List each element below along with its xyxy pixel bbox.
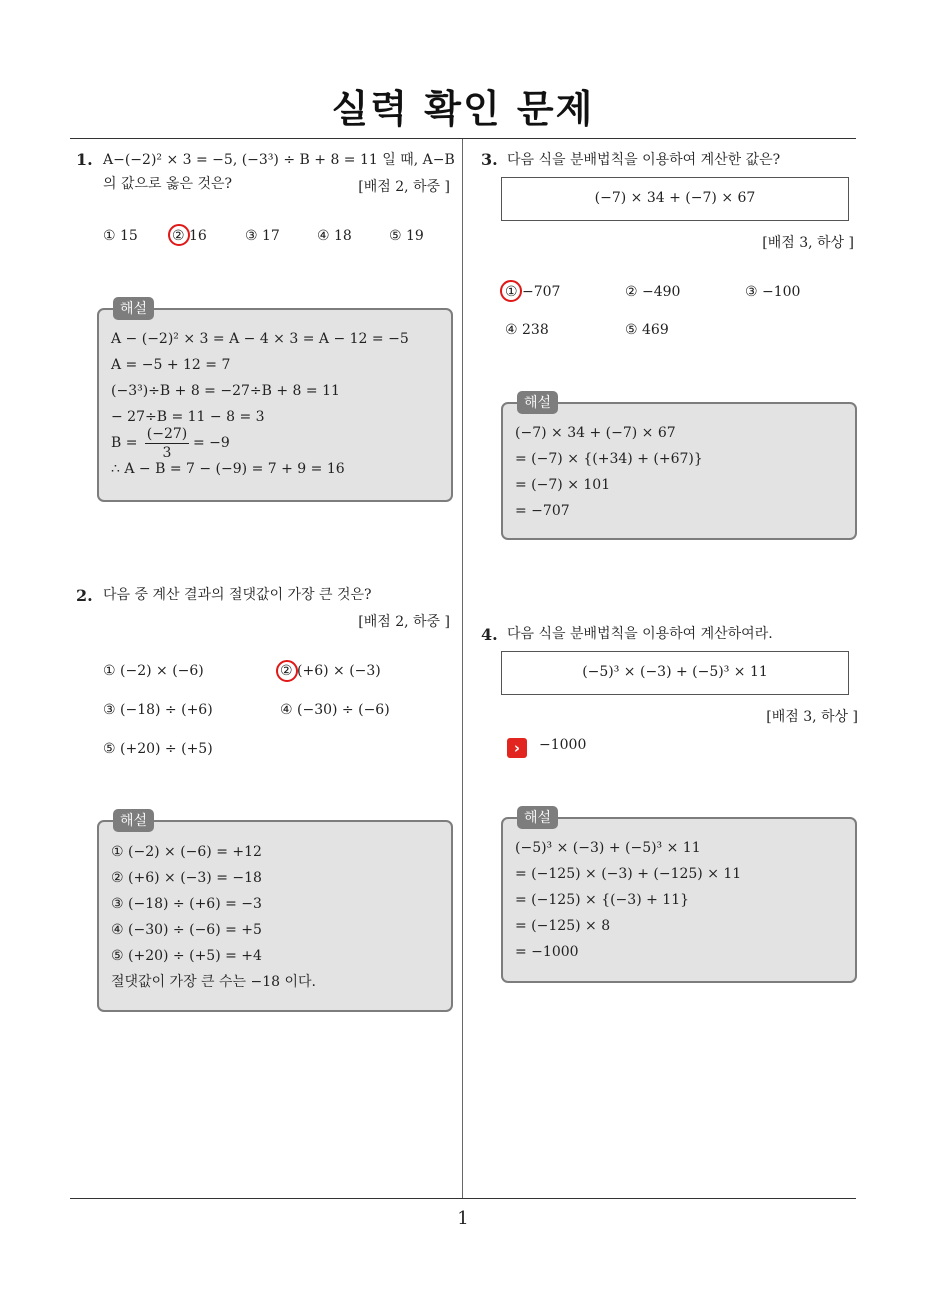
q2-option-4[interactable]: ④ (−30) ÷ (−6) bbox=[280, 702, 390, 718]
q1-solution-box bbox=[97, 308, 453, 502]
q3-text: 다음 식을 분배법칙을 이용하여 계산한 값은? bbox=[507, 152, 781, 168]
q3-option-3[interactable]: ③ −100 bbox=[745, 284, 801, 300]
q1-sol-line: ∴ A − B = 7 − (−9) = 7 + 9 = 16 bbox=[111, 461, 345, 477]
q2-sol-line: ④ (−30) ÷ (−6) = +5 bbox=[111, 922, 262, 938]
q3-sol-line: = (−7) × 101 bbox=[515, 477, 611, 493]
q1-frac-numerator: (−27) bbox=[146, 426, 188, 442]
q2-sol-line: ⑤ (+20) ÷ (+5) = +4 bbox=[111, 948, 262, 964]
q3-sol-line: (−7) × 34 + (−7) × 67 bbox=[515, 425, 676, 441]
q2-solution-label: 해설 bbox=[113, 809, 154, 832]
q2-option-3[interactable]: ③ (−18) ÷ (+6) bbox=[103, 702, 213, 718]
q3-sol-line: = (−7) × {(+34) + (+67)} bbox=[515, 451, 703, 467]
answer-arrow-icon: › bbox=[507, 738, 527, 758]
q2-option-1[interactable]: ① (−2) × (−6) bbox=[103, 663, 204, 679]
q1-option-1[interactable]: ① 15 bbox=[103, 228, 138, 244]
q3-option-5[interactable]: ⑤ 469 bbox=[625, 322, 669, 338]
q3-sol-line: = −707 bbox=[515, 503, 570, 519]
column-divider bbox=[462, 139, 463, 1198]
q3-meta: [배점 3, 하상 ] bbox=[762, 235, 854, 251]
q1-text-line2: 의 값으로 옳은 것은? bbox=[103, 176, 233, 192]
q3-solution-label: 해설 bbox=[517, 391, 558, 414]
q2-solution-box bbox=[97, 820, 453, 1012]
q3-option-4[interactable]: ④ 238 bbox=[505, 322, 549, 338]
q3-number: 3. bbox=[481, 150, 498, 169]
q4-solution-box bbox=[501, 817, 857, 983]
q1-number: 1. bbox=[76, 150, 93, 169]
top-divider bbox=[70, 138, 856, 139]
q1-option-5[interactable]: ⑤ 19 bbox=[389, 228, 424, 244]
q2-sol-line: 절댓값이 가장 큰 수는 −18 이다. bbox=[111, 974, 317, 990]
q1-text-line1: A−(−2)² × 3 = −5, (−3³) ÷ B + 8 = 11 일 때, A−B bbox=[103, 152, 455, 168]
q2-option-5[interactable]: ⑤ (+20) ÷ (+5) bbox=[103, 741, 213, 757]
q1-sol-line: A − (−2)² × 3 = A − 4 × 3 = A − 12 = −5 bbox=[111, 331, 409, 347]
q2-number: 2. bbox=[76, 586, 93, 605]
q2-sol-line: ③ (−18) ÷ (+6) = −3 bbox=[111, 896, 262, 912]
q4-number: 4. bbox=[481, 625, 498, 644]
q2-meta: [배점 2, 하중 ] bbox=[358, 614, 450, 630]
q1-option-2[interactable]: ② 16 bbox=[172, 228, 207, 244]
page-number: 1 bbox=[457, 1208, 469, 1229]
q2-option-2[interactable]: ② (+6) × (−3) bbox=[280, 663, 381, 679]
q1-frac-denominator: 3 bbox=[162, 445, 172, 461]
q4-solution-label: 해설 bbox=[517, 806, 558, 829]
q2-text: 다음 중 계산 결과의 절댓값이 가장 큰 것은? bbox=[103, 587, 372, 603]
q4-formula-box: (−5)³ × (−3) + (−5)³ × 11 bbox=[501, 651, 849, 695]
q4-text: 다음 식을 분배법칙을 이용하여 계산하여라. bbox=[507, 626, 773, 642]
answer-circle-icon bbox=[168, 224, 190, 246]
bottom-divider bbox=[70, 1198, 856, 1199]
q1-frac-rhs: = −9 bbox=[193, 435, 230, 451]
q2-sol-line: ① (−2) × (−6) = +12 bbox=[111, 844, 262, 860]
q1-meta: [배점 2, 하중 ] bbox=[358, 179, 450, 195]
q1-frac-lhs: B = bbox=[111, 435, 138, 451]
q3-option-2[interactable]: ② −490 bbox=[625, 284, 681, 300]
answer-circle-icon bbox=[276, 660, 298, 682]
q4-sol-line: = (−125) × 8 bbox=[515, 918, 611, 934]
q4-sol-line: (−5)³ × (−3) + (−5)³ × 11 bbox=[515, 840, 701, 856]
q4-answer: −1000 bbox=[539, 737, 587, 753]
q1-solution-label: 해설 bbox=[113, 297, 154, 320]
q4-sol-line: = (−125) × {(−3) + 11} bbox=[515, 892, 690, 908]
q1-option-3[interactable]: ③ 17 bbox=[245, 228, 280, 244]
q1-sol-line: − 27÷B = 11 − 8 = 3 bbox=[111, 409, 265, 425]
q1-sol-line: (−3³)÷B + 8 = −27÷B + 8 = 11 bbox=[111, 383, 340, 399]
q4-sol-line: = (−125) × (−3) + (−125) × 11 bbox=[515, 866, 742, 882]
q3-formula-box: (−7) × 34 + (−7) × 67 bbox=[501, 177, 849, 221]
q4-sol-line: = −1000 bbox=[515, 944, 579, 960]
q1-sol-line: A = −5 + 12 = 7 bbox=[111, 357, 231, 373]
q4-meta: [배점 3, 하상 ] bbox=[766, 709, 858, 725]
q1-option-4[interactable]: ④ 18 bbox=[317, 228, 352, 244]
q2-sol-line: ② (+6) × (−3) = −18 bbox=[111, 870, 262, 886]
page-title: 실력 확인 문제 bbox=[331, 87, 595, 131]
q3-solution-box bbox=[501, 402, 857, 540]
q3-option-1[interactable]: ① −707 bbox=[505, 284, 561, 300]
q1-sol-fraction-line bbox=[111, 425, 311, 461]
answer-circle-icon bbox=[500, 280, 522, 302]
